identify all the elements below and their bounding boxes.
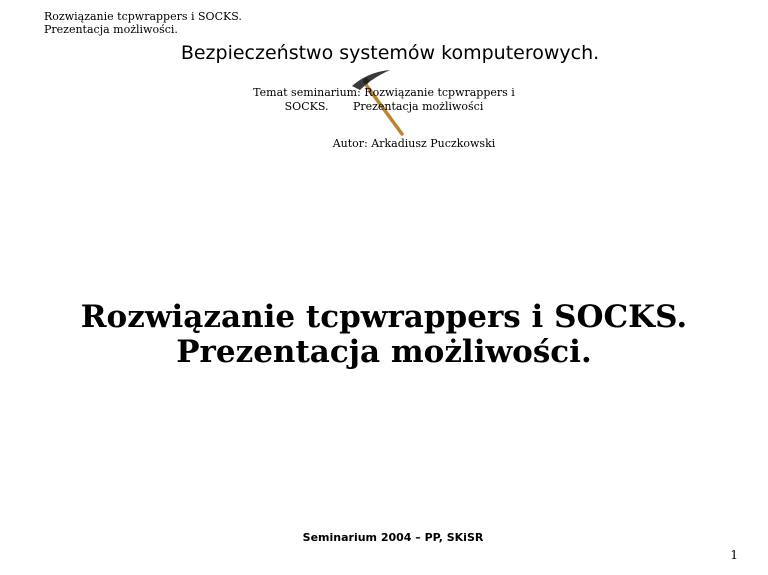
course-title: Bezpieczeństwo systemów komputerowych. <box>180 42 600 64</box>
slide-title-line1: Rozwiązanie tcpwrappers i SOCKS. <box>80 299 688 335</box>
running-header-line1: Rozwiązanie tcpwrappers i SOCKS. <box>44 10 242 23</box>
footer: Seminarium 2004 – PP, SKiSR <box>302 531 484 544</box>
running-header-line2: Prezentacja możliwości. <box>44 23 178 36</box>
seminar-topic-line1: Temat seminarium: Rozwiązanie tcpwrappers i <box>253 86 515 99</box>
seminar-topic-line2: SOCKS. Prezentacja możliwości <box>284 100 484 113</box>
seminar-topic <box>0 86 768 114</box>
slide-title-line2: Prezentacja możliwości. <box>176 334 592 370</box>
running-header <box>44 10 304 36</box>
slide-title <box>0 300 768 370</box>
author: Autor: Arkadiusz Puczkowski <box>332 137 496 150</box>
page-number: 1 <box>730 548 738 562</box>
